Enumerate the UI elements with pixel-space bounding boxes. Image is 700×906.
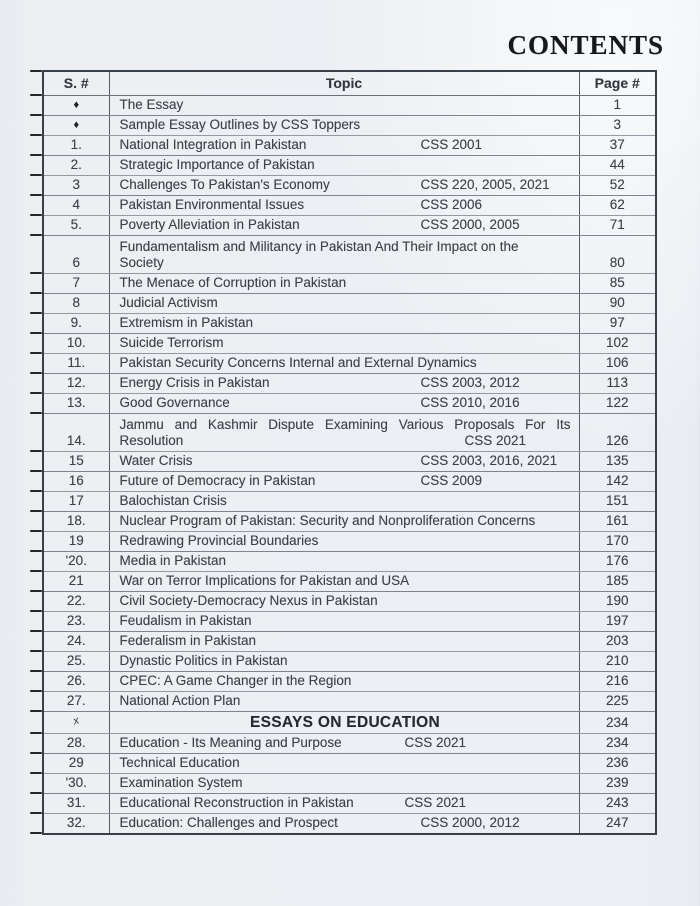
serial-cell: 16 xyxy=(43,472,109,492)
topic-cell xyxy=(109,632,579,652)
exam-years: CSS 2000, 2005 xyxy=(420,217,520,232)
topic-text: Nuclear Program of Pakistan: Security and Nonproliferation Concerns xyxy=(119,513,536,528)
table-row xyxy=(43,612,656,632)
page-number-cell: 52 xyxy=(579,176,656,196)
table-row xyxy=(43,652,656,672)
exam-years: CSS 220, 2005, 2021 xyxy=(420,177,550,192)
table-row xyxy=(43,176,656,196)
exam-years: CSS 2010, 2016 xyxy=(420,395,520,410)
topic-text: National Action Plan xyxy=(119,693,241,708)
topic-cell xyxy=(109,156,579,176)
serial-cell: 14. xyxy=(43,414,109,452)
topic-cell xyxy=(109,216,579,236)
topic-cell xyxy=(109,572,579,592)
page-number-cell: 161 xyxy=(579,512,656,532)
exam-years: CSS 2003, 2012 xyxy=(420,375,520,390)
serial-cell: 15 xyxy=(43,452,109,472)
page-number-cell: 37 xyxy=(579,136,656,156)
topic-line2 xyxy=(120,433,571,449)
page-number-cell: 90 xyxy=(579,294,656,314)
page-number-cell: 3 xyxy=(579,116,656,136)
topic-line2 xyxy=(120,255,571,271)
topic-cell xyxy=(109,294,579,314)
page-number-cell: 243 xyxy=(579,794,656,814)
serial-cell: 24. xyxy=(43,632,109,652)
topic-cell xyxy=(109,814,579,835)
table-row xyxy=(43,136,656,156)
serial-cell: 13. xyxy=(43,394,109,414)
page-number-cell: 236 xyxy=(579,754,656,774)
serial-cell: 18. xyxy=(43,512,109,532)
page-number-cell: 234 xyxy=(579,712,656,734)
serial-cell: 2. xyxy=(43,156,109,176)
page-number-cell: 151 xyxy=(579,492,656,512)
page-number-cell: 106 xyxy=(579,354,656,374)
serial-cell: 6 xyxy=(43,236,109,274)
page-number-cell: 1 xyxy=(579,96,656,116)
topic-cell xyxy=(109,712,579,734)
page-title: CONTENTS xyxy=(507,30,664,60)
exam-years: CSS 2003, 2016, 2021 xyxy=(420,453,558,468)
topic-cell xyxy=(109,592,579,612)
topic-line1: Fundamentalism and Militancy in Pakistan And Their Impact on the xyxy=(119,239,519,254)
topic-cell xyxy=(109,414,579,452)
table-row xyxy=(43,216,656,236)
topic-text: Civil Society-Democracy Nexus in Pakistan xyxy=(119,593,378,608)
page-number-cell: 216 xyxy=(579,672,656,692)
topic-cell xyxy=(109,176,579,196)
page-number-cell: 170 xyxy=(579,532,656,552)
table-row xyxy=(43,754,656,774)
header-row xyxy=(43,71,656,96)
serial-cell: '20. xyxy=(43,552,109,572)
table-row xyxy=(43,572,656,592)
topic-cell xyxy=(109,136,579,156)
table-row xyxy=(43,156,656,176)
table-row xyxy=(43,794,656,814)
topic-cell xyxy=(109,236,579,274)
topic-cell xyxy=(109,472,579,492)
topic-text: Redrawing Provincial Boundaries xyxy=(119,533,319,548)
topic-cell xyxy=(109,354,579,374)
topic-text: CPEC: A Game Changer in the Region xyxy=(119,673,352,688)
exam-years: CSS 2021 xyxy=(464,433,527,448)
serial-cell: 31. xyxy=(43,794,109,814)
page-number-cell: 122 xyxy=(579,394,656,414)
serial-cell: 8 xyxy=(43,294,109,314)
page-number-cell: 135 xyxy=(579,452,656,472)
topic-text: The Menace of Corruption in Pakistan xyxy=(119,275,347,290)
column-header-serial: S. # xyxy=(43,71,109,96)
table-row xyxy=(43,692,656,712)
section-row xyxy=(43,712,656,734)
topic-cell xyxy=(109,552,579,572)
topic-cell xyxy=(109,196,579,216)
table-row xyxy=(43,592,656,612)
topic-text: Technical Education xyxy=(119,755,240,770)
topic-text: National Integration in Pakistan xyxy=(119,137,307,152)
table-row xyxy=(43,374,656,394)
topic-text: Education: Challenges and Prospect xyxy=(119,815,338,830)
topic-text: Strategic Importance of Pakistan xyxy=(119,157,315,172)
table-row xyxy=(43,512,656,532)
topic-cell xyxy=(109,334,579,354)
serial-cell: 28. xyxy=(43,734,109,754)
exam-years: CSS 2006 xyxy=(420,197,483,212)
topic-text: Good Governance xyxy=(119,395,230,410)
page-number-cell: 176 xyxy=(579,552,656,572)
topic-text: Challenges To Pakistan's Economy xyxy=(119,177,330,192)
section-pen-mark: x xyxy=(71,714,81,728)
page-number-cell: 85 xyxy=(579,274,656,294)
serial-cell: 21 xyxy=(43,572,109,592)
serial-cell: 12. xyxy=(43,374,109,394)
table-row xyxy=(43,774,656,794)
topic-text: Energy Crisis in Pakistan xyxy=(119,375,270,390)
page-number-cell: 142 xyxy=(579,472,656,492)
table-row xyxy=(43,196,656,216)
serial-cell: 11. xyxy=(43,354,109,374)
page-number-cell: 190 xyxy=(579,592,656,612)
serial-cell: 32. xyxy=(43,814,109,835)
serial-cell xyxy=(43,712,109,734)
table-row xyxy=(43,734,656,754)
topic-cell xyxy=(109,754,579,774)
topic-cell xyxy=(109,692,579,712)
section-title: ESSAYS ON EDUCATION xyxy=(249,714,440,731)
topic-text: Poverty Alleviation in Pakistan xyxy=(119,217,300,232)
serial-cell: 9. xyxy=(43,314,109,334)
topic-text: Federalism in Pakistan xyxy=(119,633,257,648)
table-row xyxy=(43,116,656,136)
contents-table xyxy=(42,70,657,835)
serial-cell: 17 xyxy=(43,492,109,512)
topic-cell xyxy=(109,794,579,814)
topic-cell xyxy=(109,512,579,532)
topic-text: Pakistan Environmental Issues xyxy=(119,197,305,212)
topic-text: Educational Reconstruction in Pakistan xyxy=(119,795,354,810)
serial-cell: 5. xyxy=(43,216,109,236)
serial-cell: 23. xyxy=(43,612,109,632)
table-row xyxy=(43,452,656,472)
table-row xyxy=(43,96,656,116)
page-number-cell: 97 xyxy=(579,314,656,334)
exam-years: CSS 2000, 2012 xyxy=(420,815,520,830)
topic-text: Future of Democracy in Pakistan xyxy=(119,473,316,488)
table-row xyxy=(43,492,656,512)
topic-text: Extremism in Pakistan xyxy=(119,315,254,330)
topic-text: Balochistan Crisis xyxy=(119,493,227,508)
table-row xyxy=(43,314,656,334)
page-number-cell: 203 xyxy=(579,632,656,652)
exam-years: CSS 2021 xyxy=(404,795,467,810)
serial-cell: 3 xyxy=(43,176,109,196)
serial-cell: 27. xyxy=(43,692,109,712)
page-number-cell: 113 xyxy=(579,374,656,394)
table-row xyxy=(43,334,656,354)
topic-text: The Essay xyxy=(119,97,184,112)
serial-cell: 22. xyxy=(43,592,109,612)
page-number-cell: 197 xyxy=(579,612,656,632)
page-number-cell: 234 xyxy=(579,734,656,754)
topic-cell xyxy=(109,734,579,754)
table-row xyxy=(43,274,656,294)
exam-years: CSS 2021 xyxy=(404,735,467,750)
topic-cell xyxy=(109,612,579,632)
page-number-cell: 239 xyxy=(579,774,656,794)
column-header-page: Page # xyxy=(579,71,656,96)
topic-text: Suicide Terrorism xyxy=(119,335,224,350)
serial-cell: ♦ xyxy=(43,116,109,136)
page-number-cell: 185 xyxy=(579,572,656,592)
topic-text: Resolution xyxy=(119,433,184,448)
serial-cell: 10. xyxy=(43,334,109,354)
serial-cell: 29 xyxy=(43,754,109,774)
topic-line1: Jammu and Kashmir Dispute Examining Various Proposals For Its xyxy=(119,417,571,432)
topic-text: Society xyxy=(119,255,164,270)
page-number-cell: 126 xyxy=(579,414,656,452)
exam-years: CSS 2009 xyxy=(420,473,483,488)
topic-cell xyxy=(109,452,579,472)
column-header-topic: Topic xyxy=(109,71,579,96)
topic-text: Media in Pakistan xyxy=(119,553,227,568)
topic-cell xyxy=(109,672,579,692)
page-number-cell: 102 xyxy=(579,334,656,354)
topic-text: Judicial Activism xyxy=(119,295,218,310)
page-number-cell: 210 xyxy=(579,652,656,672)
topic-cell xyxy=(109,492,579,512)
exam-years: CSS 2001 xyxy=(420,137,483,152)
serial-cell: ♦ xyxy=(43,96,109,116)
topic-text: War on Terror Implications for Pakistan and USA xyxy=(119,573,410,588)
topic-text: Examination System xyxy=(119,775,243,790)
serial-cell: 26. xyxy=(43,672,109,692)
topic-cell xyxy=(109,532,579,552)
table-row xyxy=(43,814,656,835)
topic-cell xyxy=(109,96,579,116)
table-row xyxy=(43,672,656,692)
topic-text: Education - Its Meaning and Purpose xyxy=(119,735,342,750)
topic-text: Pakistan Security Concerns Internal and External Dynamics xyxy=(119,355,477,370)
serial-cell: 7 xyxy=(43,274,109,294)
page-number-cell: 80 xyxy=(579,236,656,274)
serial-cell: 19 xyxy=(43,532,109,552)
topic-cell xyxy=(109,774,579,794)
topic-text: Sample Essay Outlines by CSS Toppers xyxy=(119,117,361,132)
topic-cell xyxy=(109,394,579,414)
topic-cell xyxy=(109,374,579,394)
serial-cell: '30. xyxy=(43,774,109,794)
page-number-cell: 44 xyxy=(579,156,656,176)
table-row xyxy=(43,552,656,572)
serial-cell: 4 xyxy=(43,196,109,216)
table-row xyxy=(43,532,656,552)
serial-cell: 1. xyxy=(43,136,109,156)
table-row xyxy=(43,294,656,314)
table-row xyxy=(43,472,656,492)
table-row xyxy=(43,236,656,274)
contents-table-body xyxy=(43,96,656,835)
serial-cell: 25. xyxy=(43,652,109,672)
table-row xyxy=(43,414,656,452)
page-number-cell: 62 xyxy=(579,196,656,216)
page-number-cell: 225 xyxy=(579,692,656,712)
page-number-cell: 247 xyxy=(579,814,656,835)
topic-cell xyxy=(109,274,579,294)
table-row xyxy=(43,394,656,414)
topic-cell xyxy=(109,116,579,136)
topic-text: Feudalism in Pakistan xyxy=(119,613,252,628)
topic-cell xyxy=(109,652,579,672)
table-row xyxy=(43,632,656,652)
table-row xyxy=(43,354,656,374)
topic-cell xyxy=(109,314,579,334)
page-number-cell: 71 xyxy=(579,216,656,236)
topic-text: Dynastic Politics in Pakistan xyxy=(119,653,288,668)
topic-text: Water Crisis xyxy=(119,453,193,468)
